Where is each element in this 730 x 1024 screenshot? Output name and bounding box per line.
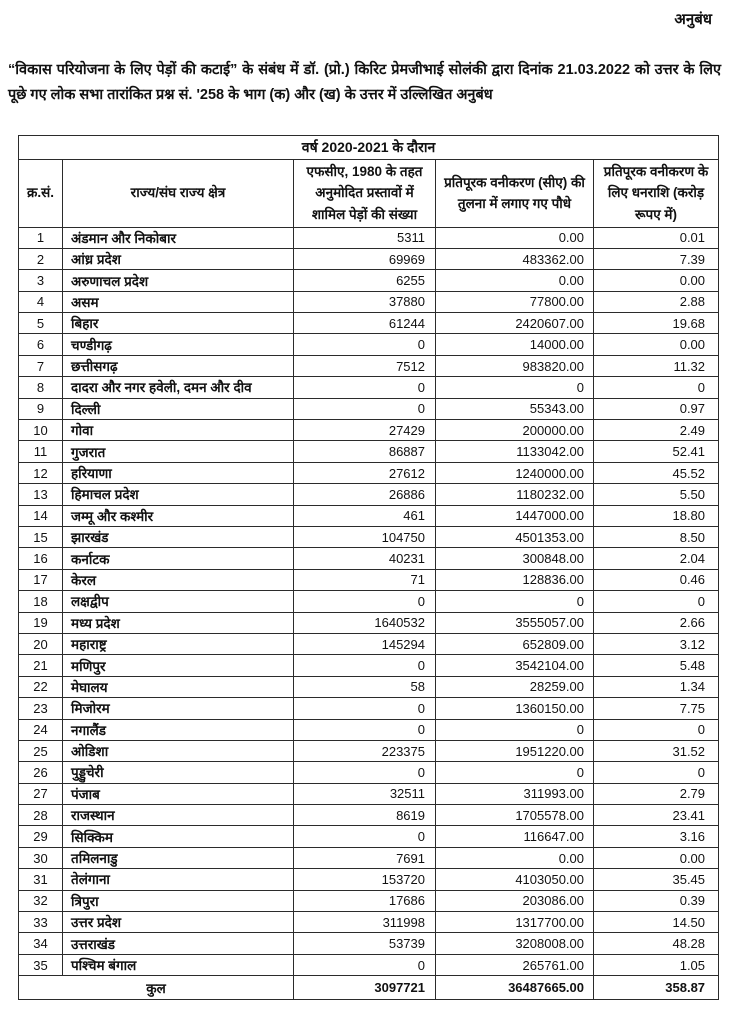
- trees-cell: 27429: [294, 420, 436, 441]
- serial-cell: 35: [19, 954, 63, 975]
- table-row: [19, 505, 719, 526]
- table-row: [19, 420, 719, 441]
- plants-cell: 116647.00: [436, 826, 594, 847]
- plants-cell: 2420607.00: [436, 313, 594, 334]
- trees-cell: 0: [294, 655, 436, 676]
- state-cell: गुजरात: [63, 441, 294, 462]
- table-row: [19, 484, 719, 505]
- state-cell: जम्मू और कश्मीर: [63, 505, 294, 526]
- state-cell: नगालैंड: [63, 719, 294, 740]
- trees-cell: 0: [294, 698, 436, 719]
- serial-cell: 17: [19, 569, 63, 590]
- funds-cell: 0: [594, 762, 719, 783]
- serial-cell: 30: [19, 847, 63, 868]
- trees-cell: 27612: [294, 462, 436, 483]
- state-cell: ओडिशा: [63, 740, 294, 761]
- trees-cell: 145294: [294, 633, 436, 654]
- table-row: [19, 676, 719, 697]
- table-row: [19, 655, 719, 676]
- total-row: [19, 976, 719, 1000]
- serial-cell: 5: [19, 313, 63, 334]
- serial-cell: 6: [19, 334, 63, 355]
- trees-cell: 32511: [294, 783, 436, 804]
- serial-cell: 12: [19, 462, 63, 483]
- table-row: [19, 805, 719, 826]
- trees-cell: 26886: [294, 484, 436, 505]
- trees-cell: 7691: [294, 847, 436, 868]
- table-row: [19, 740, 719, 761]
- serial-cell: 16: [19, 548, 63, 569]
- table-row: [19, 548, 719, 569]
- plants-cell: 3208008.00: [436, 933, 594, 954]
- trees-cell: 17686: [294, 890, 436, 911]
- plants-cell: 0: [436, 377, 594, 398]
- trees-cell: 0: [294, 398, 436, 419]
- table-row: [19, 612, 719, 633]
- serial-cell: 24: [19, 719, 63, 740]
- serial-cell: 4: [19, 291, 63, 312]
- serial-cell: 31: [19, 869, 63, 890]
- serial-cell: 8: [19, 377, 63, 398]
- state-cell: हिमाचल प्रदेश: [63, 484, 294, 505]
- funds-cell: 18.80: [594, 505, 719, 526]
- serial-cell: 18: [19, 591, 63, 612]
- table-row: [19, 719, 719, 740]
- serial-cell: 10: [19, 420, 63, 441]
- state-cell: तेलंगाना: [63, 869, 294, 890]
- trees-cell: 69969: [294, 248, 436, 269]
- state-cell: अंडमान और निकोबार: [63, 227, 294, 248]
- funds-cell: 31.52: [594, 740, 719, 761]
- trees-cell: 0: [294, 826, 436, 847]
- plants-cell: 652809.00: [436, 633, 594, 654]
- table-row: [19, 291, 719, 312]
- state-cell: पश्चिम बंगाल: [63, 954, 294, 975]
- col-header-serial: क्र.सं.: [19, 159, 63, 227]
- trees-cell: 0: [294, 954, 436, 975]
- state-cell: गोवा: [63, 420, 294, 441]
- trees-cell: 61244: [294, 313, 436, 334]
- plants-cell: 4103050.00: [436, 869, 594, 890]
- state-cell: हरियाणा: [63, 462, 294, 483]
- plants-cell: 0.00: [436, 847, 594, 868]
- funds-cell: 1.05: [594, 954, 719, 975]
- serial-cell: 28: [19, 805, 63, 826]
- serial-cell: 3: [19, 270, 63, 291]
- table-row: [19, 762, 719, 783]
- table-row: [19, 869, 719, 890]
- funds-cell: 45.52: [594, 462, 719, 483]
- state-cell: केरल: [63, 569, 294, 590]
- trees-cell: 153720: [294, 869, 436, 890]
- plants-cell: 1951220.00: [436, 740, 594, 761]
- trees-cell: 58: [294, 676, 436, 697]
- plants-cell: 28259.00: [436, 676, 594, 697]
- state-cell: पुड्डुचेरी: [63, 762, 294, 783]
- funds-cell: 52.41: [594, 441, 719, 462]
- funds-cell: 0.39: [594, 890, 719, 911]
- funds-cell: 2.49: [594, 420, 719, 441]
- plants-cell: 3542104.00: [436, 655, 594, 676]
- trees-cell: 6255: [294, 270, 436, 291]
- plants-cell: 128836.00: [436, 569, 594, 590]
- plants-cell: 0: [436, 591, 594, 612]
- plants-cell: 1317700.00: [436, 912, 594, 933]
- table-row: [19, 569, 719, 590]
- intro-paragraph: “विकास परियोजना के लिए पेड़ों की कटाई” के संबंध में डॉ. (प्रो.) किरिट प्रेमजीभाई सोलंकी द्वारा दिनांक 21.03.2022 को उत्तर के लिए पूछे गए लोक सभा तारांकित प्रश्न सं. '258 के भाग (क) और (ख) के उत्तर में उल्लिखित अनुबंध: [8, 62, 721, 104]
- state-cell: दादरा और नगर हवेली, दमन और दीव: [63, 377, 294, 398]
- funds-cell: 35.45: [594, 869, 719, 890]
- trees-cell: 5311: [294, 227, 436, 248]
- table-row: [19, 954, 719, 975]
- state-cell: मिजोरम: [63, 698, 294, 719]
- serial-cell: 2: [19, 248, 63, 269]
- trees-cell: 86887: [294, 441, 436, 462]
- table-body: [19, 227, 719, 976]
- table-row: [19, 527, 719, 548]
- table-row: [19, 698, 719, 719]
- col-header-trees: एफसीए, 1980 के तहत अनुमोदित प्रस्तावों में शामिल पेड़ों की संख्या: [294, 159, 436, 227]
- funds-cell: 5.48: [594, 655, 719, 676]
- funds-cell: 3.16: [594, 826, 719, 847]
- table-row: [19, 912, 719, 933]
- trees-cell: 0: [294, 762, 436, 783]
- state-cell: अरुणाचल प्रदेश: [63, 270, 294, 291]
- trees-cell: 223375: [294, 740, 436, 761]
- plants-cell: 1447000.00: [436, 505, 594, 526]
- table-row: [19, 441, 719, 462]
- trees-cell: 0: [294, 719, 436, 740]
- serial-cell: 15: [19, 527, 63, 548]
- state-cell: उत्तर प्रदेश: [63, 912, 294, 933]
- total-label-cell: कुल: [19, 976, 294, 1000]
- trees-cell: 1640532: [294, 612, 436, 633]
- plants-cell: 983820.00: [436, 355, 594, 376]
- funds-cell: 8.50: [594, 527, 719, 548]
- serial-cell: 13: [19, 484, 63, 505]
- total-funds-cell: 358.87: [594, 976, 719, 1000]
- serial-cell: 20: [19, 633, 63, 654]
- plants-cell: 300848.00: [436, 548, 594, 569]
- header-row: [19, 159, 719, 227]
- state-cell: उत्तराखंड: [63, 933, 294, 954]
- plants-cell: 0.00: [436, 270, 594, 291]
- state-cell: बिहार: [63, 313, 294, 334]
- funds-cell: 1.34: [594, 676, 719, 697]
- funds-cell: 0.46: [594, 569, 719, 590]
- table-row: [19, 847, 719, 868]
- col-header-plants: प्रतिपूरक वनीकरण (सीए) की तुलना में लगाए गए पौधे: [436, 159, 594, 227]
- serial-cell: 22: [19, 676, 63, 697]
- funds-cell: 0.01: [594, 227, 719, 248]
- table-row: [19, 313, 719, 334]
- state-cell: मणिपुर: [63, 655, 294, 676]
- trees-cell: 104750: [294, 527, 436, 548]
- serial-cell: 19: [19, 612, 63, 633]
- funds-cell: 11.32: [594, 355, 719, 376]
- plants-cell: 77800.00: [436, 291, 594, 312]
- state-cell: कर्नाटक: [63, 548, 294, 569]
- state-cell: सिक्किम: [63, 826, 294, 847]
- state-cell: असम: [63, 291, 294, 312]
- table-caption: वर्ष 2020-2021 के दौरान: [19, 135, 719, 159]
- plants-cell: 1133042.00: [436, 441, 594, 462]
- trees-cell: 53739: [294, 933, 436, 954]
- state-cell: चण्डीगढ़: [63, 334, 294, 355]
- funds-cell: 2.79: [594, 783, 719, 804]
- serial-cell: 9: [19, 398, 63, 419]
- total-plants-cell: 36487665.00: [436, 976, 594, 1000]
- plants-cell: 203086.00: [436, 890, 594, 911]
- plants-cell: 1180232.00: [436, 484, 594, 505]
- serial-cell: 29: [19, 826, 63, 847]
- state-cell: महाराष्ट्र: [63, 633, 294, 654]
- annexure-label: अनुबंध: [674, 11, 712, 28]
- table-row: [19, 355, 719, 376]
- plants-cell: 1240000.00: [436, 462, 594, 483]
- funds-cell: 2.04: [594, 548, 719, 569]
- state-cell: दिल्ली: [63, 398, 294, 419]
- state-cell: पंजाब: [63, 783, 294, 804]
- trees-cell: 311998: [294, 912, 436, 933]
- plants-cell: 0: [436, 719, 594, 740]
- col-header-state: राज्य/संघ राज्य क्षेत्र: [63, 159, 294, 227]
- trees-cell: 40231: [294, 548, 436, 569]
- funds-cell: 23.41: [594, 805, 719, 826]
- col-header-funds: प्रतिपूरक वनीकरण के लिए धनराशि (करोड़ रूपए में): [594, 159, 719, 227]
- table-row: [19, 270, 719, 291]
- serial-cell: 21: [19, 655, 63, 676]
- trees-cell: 71: [294, 569, 436, 590]
- serial-cell: 23: [19, 698, 63, 719]
- table-row: [19, 591, 719, 612]
- plants-cell: 0.00: [436, 227, 594, 248]
- plants-cell: 4501353.00: [436, 527, 594, 548]
- table-row: [19, 398, 719, 419]
- funds-cell: 3.12: [594, 633, 719, 654]
- trees-cell: 0: [294, 377, 436, 398]
- funds-cell: 2.88: [594, 291, 719, 312]
- table-row: [19, 890, 719, 911]
- serial-cell: 33: [19, 912, 63, 933]
- funds-cell: 2.66: [594, 612, 719, 633]
- table-row: [19, 248, 719, 269]
- funds-cell: 0: [594, 377, 719, 398]
- plants-cell: 55343.00: [436, 398, 594, 419]
- plants-cell: 265761.00: [436, 954, 594, 975]
- plants-cell: 0: [436, 762, 594, 783]
- table-row: [19, 462, 719, 483]
- table-row: [19, 933, 719, 954]
- state-cell: त्रिपुरा: [63, 890, 294, 911]
- afforestation-table: [18, 135, 719, 1000]
- table-row: [19, 633, 719, 654]
- plants-cell: 1705578.00: [436, 805, 594, 826]
- funds-cell: 0.97: [594, 398, 719, 419]
- state-cell: झारखंड: [63, 527, 294, 548]
- funds-cell: 0.00: [594, 334, 719, 355]
- state-cell: राजस्थान: [63, 805, 294, 826]
- trees-cell: 7512: [294, 355, 436, 376]
- funds-cell: 0: [594, 591, 719, 612]
- serial-cell: 7: [19, 355, 63, 376]
- caption-row: [19, 135, 719, 159]
- plants-cell: 483362.00: [436, 248, 594, 269]
- serial-cell: 32: [19, 890, 63, 911]
- funds-cell: 19.68: [594, 313, 719, 334]
- total-trees-cell: 3097721: [294, 976, 436, 1000]
- trees-cell: 461: [294, 505, 436, 526]
- state-cell: मेघालय: [63, 676, 294, 697]
- state-cell: तमिलनाडु: [63, 847, 294, 868]
- funds-cell: 0.00: [594, 847, 719, 868]
- funds-cell: 14.50: [594, 912, 719, 933]
- trees-cell: 8619: [294, 805, 436, 826]
- trees-cell: 0: [294, 334, 436, 355]
- plants-cell: 311993.00: [436, 783, 594, 804]
- funds-cell: 0: [594, 719, 719, 740]
- trees-cell: 0: [294, 591, 436, 612]
- funds-cell: 7.75: [594, 698, 719, 719]
- funds-cell: 5.50: [594, 484, 719, 505]
- trees-cell: 37880: [294, 291, 436, 312]
- table-row: [19, 377, 719, 398]
- state-cell: छत्तीसगढ़: [63, 355, 294, 376]
- serial-cell: 1: [19, 227, 63, 248]
- serial-cell: 25: [19, 740, 63, 761]
- funds-cell: 0.00: [594, 270, 719, 291]
- table-row: [19, 826, 719, 847]
- funds-cell: 48.28: [594, 933, 719, 954]
- serial-cell: 34: [19, 933, 63, 954]
- table-row: [19, 334, 719, 355]
- plants-cell: 1360150.00: [436, 698, 594, 719]
- serial-cell: 11: [19, 441, 63, 462]
- state-cell: आंध्र प्रदेश: [63, 248, 294, 269]
- serial-cell: 26: [19, 762, 63, 783]
- table-row: [19, 227, 719, 248]
- plants-cell: 14000.00: [436, 334, 594, 355]
- table-row: [19, 783, 719, 804]
- serial-cell: 27: [19, 783, 63, 804]
- state-cell: लक्षद्वीप: [63, 591, 294, 612]
- serial-cell: 14: [19, 505, 63, 526]
- plants-cell: 200000.00: [436, 420, 594, 441]
- state-cell: मध्य प्रदेश: [63, 612, 294, 633]
- plants-cell: 3555057.00: [436, 612, 594, 633]
- funds-cell: 7.39: [594, 248, 719, 269]
